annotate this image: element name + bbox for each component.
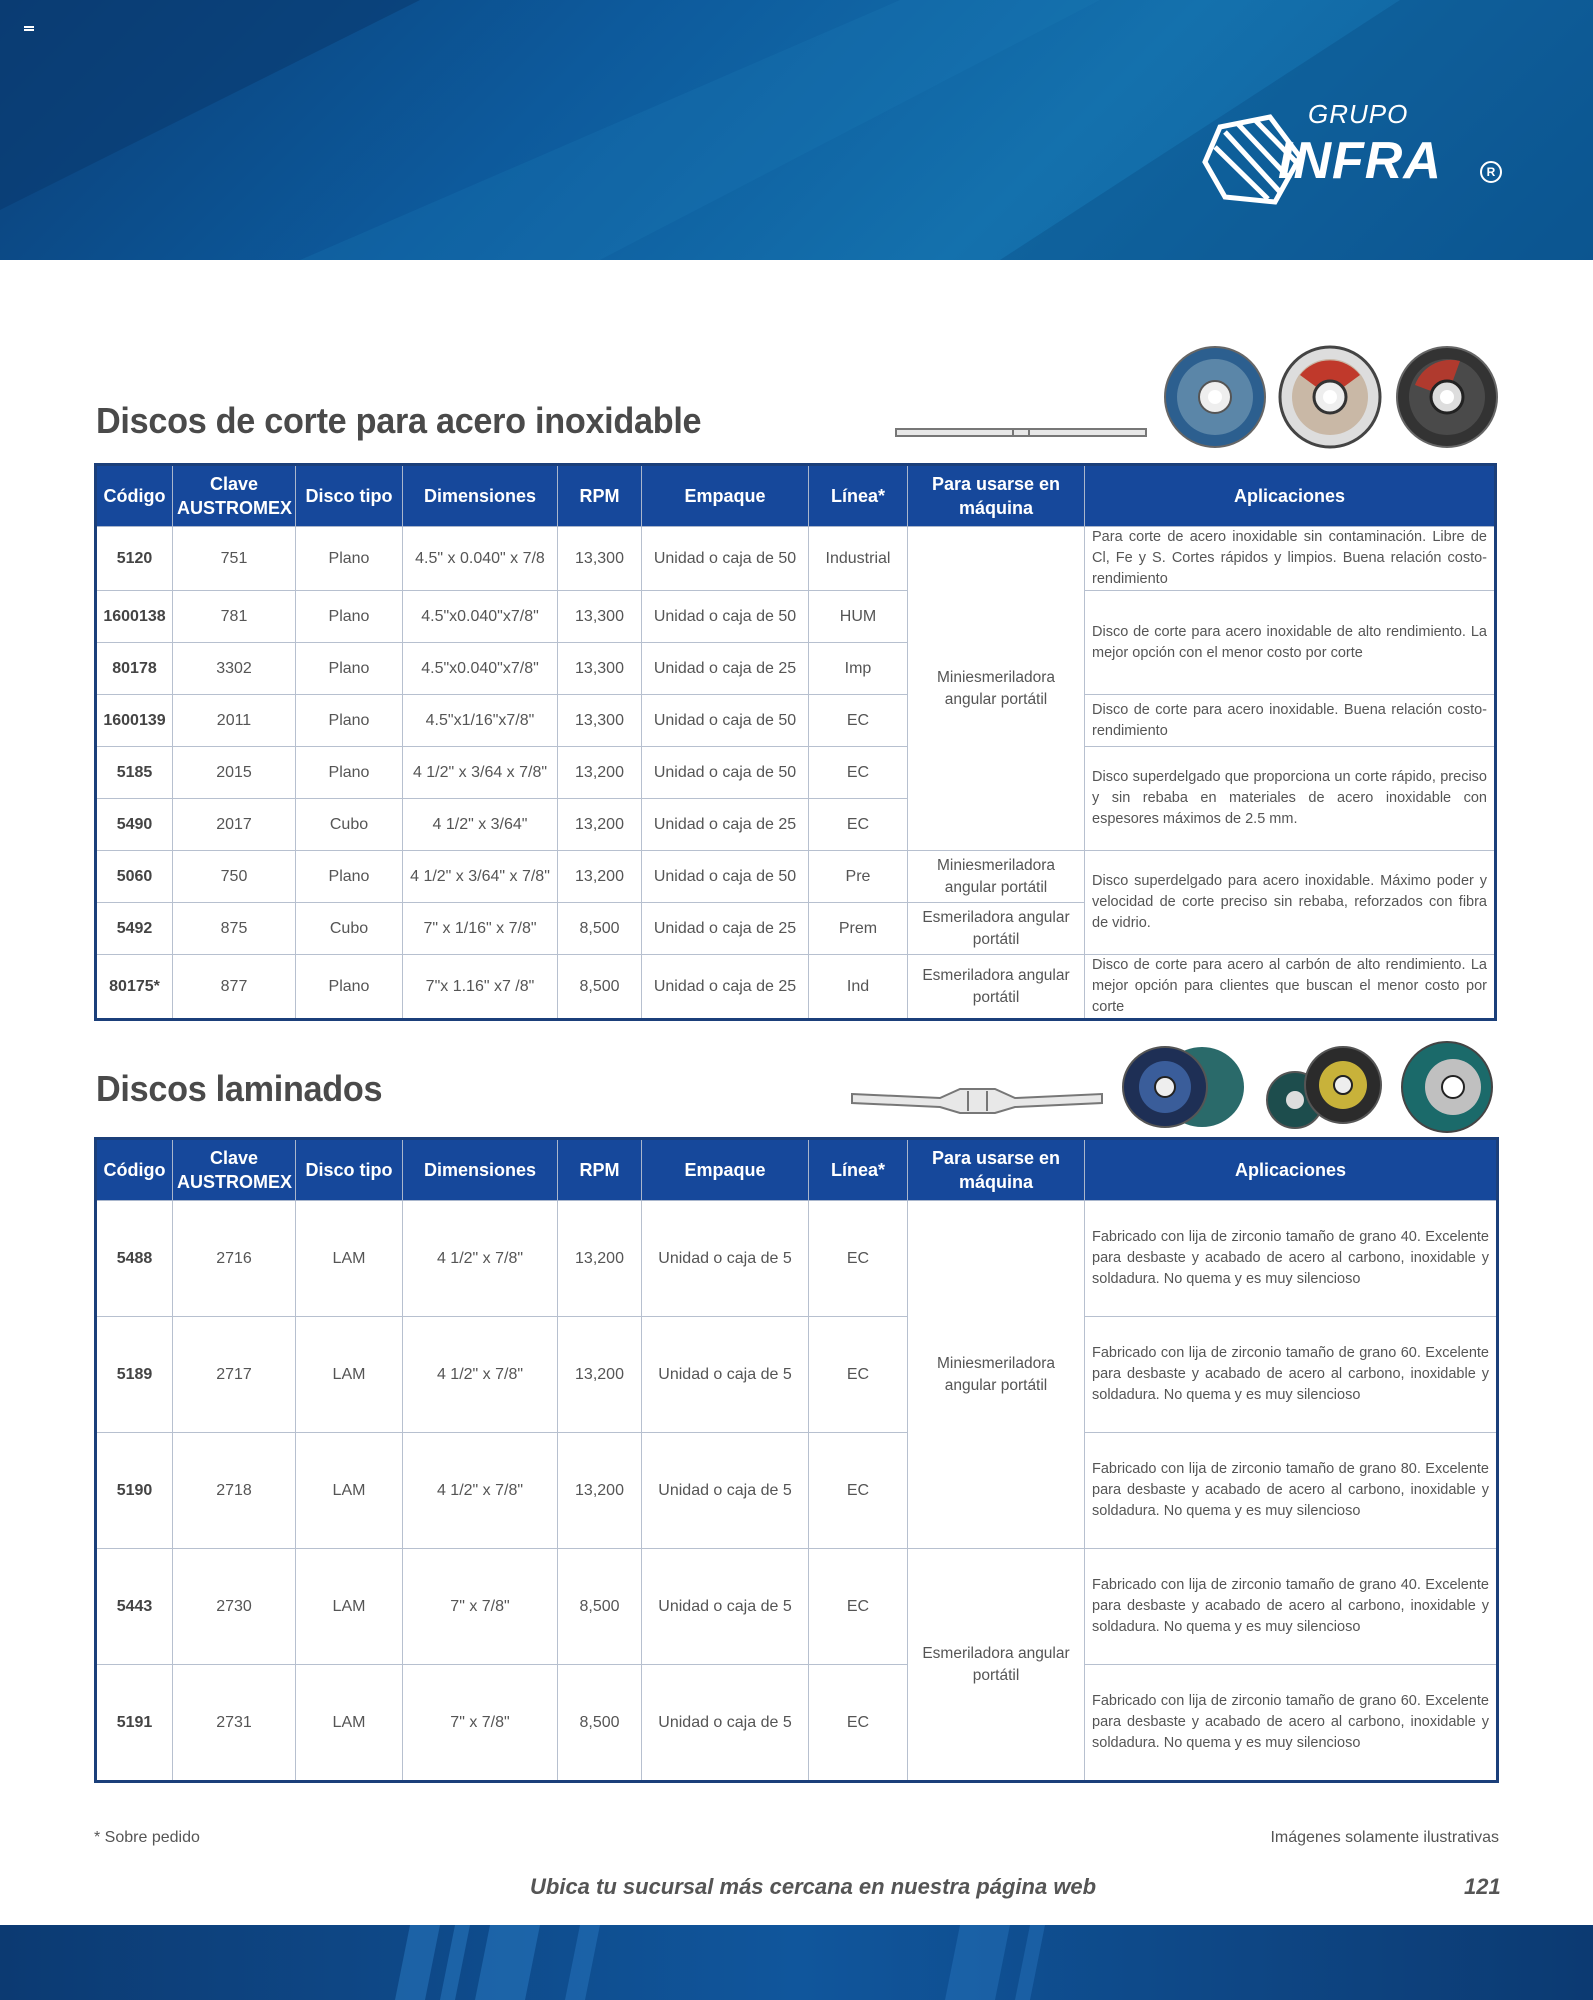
cell-codigo: 5189 [96, 1317, 173, 1433]
cell-rpm: 8,500 [558, 1549, 642, 1665]
cell-dimensiones: 4 1/2" x 7/8" [403, 1317, 558, 1433]
cell-clave: 2015 [173, 747, 296, 799]
cell-empaque: Unidad o caja de 50 [642, 527, 809, 591]
logo-infra-text: INFRA [1278, 132, 1442, 190]
cutting-disc-3-icon [1397, 347, 1497, 447]
cell-codigo: 5060 [96, 851, 173, 903]
cell-aplicaciones: Fabricado con lija de zirconio tamaño de grano 80. Excelente para desbaste y acabado de acero al carbono, inoxidable y soldadura. No quema y es muy silencioso [1085, 1433, 1498, 1549]
cell-clave: 2717 [173, 1317, 296, 1433]
cell-linea: EC [809, 1549, 908, 1665]
cell-dimensiones: 7" x 7/8" [403, 1549, 558, 1665]
cell-empaque: Unidad o caja de 50 [642, 695, 809, 747]
cell-empaque: Unidad o caja de 5 [642, 1201, 809, 1317]
section2-title: Discos laminados [96, 1068, 383, 1109]
cell-clave: 751 [173, 527, 296, 591]
cell-empaque: Unidad o caja de 5 [642, 1665, 809, 1782]
cell-empaque: Unidad o caja de 50 [642, 591, 809, 643]
table-row [96, 527, 1496, 591]
grupo-infra-logo [1200, 95, 1510, 215]
cell-dimensiones: 7"x 1.16" x7 /8" [403, 955, 558, 1020]
table-header-row [96, 465, 1496, 527]
cell-empaque: Unidad o caja de 5 [642, 1317, 809, 1433]
table-row [96, 1317, 1498, 1433]
cell-rpm: 8,500 [558, 903, 642, 955]
cell-disco-tipo: LAM [296, 1665, 403, 1782]
registered-icon: R [1480, 161, 1502, 183]
cell-disco-tipo: Cubo [296, 799, 403, 851]
cell-codigo: 5120 [96, 527, 173, 591]
cell-dimensiones: 4 1/2" x 7/8" [403, 1433, 558, 1549]
cell-linea: Pre [809, 851, 908, 903]
cell-codigo: 5190 [96, 1433, 173, 1549]
cell-codigo: 5191 [96, 1665, 173, 1782]
cell-linea: Imp [809, 643, 908, 695]
cell-clave: 3302 [173, 643, 296, 695]
cell-aplicaciones: Disco superdelgado para acero inoxidable. Máximo poder y velocidad de corte preciso sin rebaba, reforzados con fibra de vidrio. [1085, 851, 1496, 955]
cell-disco-tipo: Plano [296, 851, 403, 903]
table-row [96, 851, 1496, 903]
flap-disc-2-icon [1267, 1047, 1381, 1128]
cell-dimensiones: 7" x 7/8" [403, 1665, 558, 1782]
cell-rpm: 13,300 [558, 527, 642, 591]
cell-clave: 750 [173, 851, 296, 903]
cell-clave: 2731 [173, 1665, 296, 1782]
table-row [96, 591, 1496, 643]
cell-linea: EC [809, 695, 908, 747]
page-number: 121 [1464, 1874, 1501, 1899]
col-header-empaque: Empaque [642, 1139, 809, 1201]
cell-maquina: Miniesmeriladora angular portátil [908, 1201, 1085, 1549]
cell-maquina: Esmeriladora angular portátil [908, 955, 1085, 1020]
cell-disco-tipo: Plano [296, 747, 403, 799]
cell-maquina: Miniesmeriladora angular portátil [908, 851, 1085, 903]
flap-disc-3-icon [1402, 1042, 1492, 1132]
cell-dimensiones: 4.5" x 0.040" x 7/8 [403, 527, 558, 591]
cell-rpm: 13,200 [558, 747, 642, 799]
cell-disco-tipo: LAM [296, 1201, 403, 1317]
cell-aplicaciones: Disco superdelgado que proporciona un corte rápido, preciso y sin rebaba en materiales de acero inoxidable con espesores máximos de 2.5 mm. [1085, 747, 1496, 851]
col-header-codigo: Código [96, 1139, 173, 1201]
cell-disco-tipo: Cubo [296, 903, 403, 955]
cell-disco-tipo: Plano [296, 643, 403, 695]
table-row [96, 747, 1496, 799]
cell-rpm: 8,500 [558, 1665, 642, 1782]
cell-dimensiones: 4 1/2" x 3/64" x 7/8" [403, 851, 558, 903]
cell-dimensiones: 4 1/2" x 3/64" [403, 799, 558, 851]
cell-dimensiones: 4 1/2" x 7/8" [403, 1201, 558, 1317]
cutting-disc-1-icon [1165, 347, 1265, 447]
col-header-rpm: RPM [558, 465, 642, 527]
cell-empaque: Unidad o caja de 5 [642, 1549, 809, 1665]
cell-empaque: Unidad o caja de 25 [642, 643, 809, 695]
cell-aplicaciones: Fabricado con lija de zirconio tamaño de grano 60. Excelente para desbaste y acabado de acero al carbono, inoxidable y soldadura. No quema y es muy silencioso [1085, 1317, 1498, 1433]
cell-empaque: Unidad o caja de 5 [642, 1433, 809, 1549]
cell-aplicaciones: Fabricado con lija de zirconio tamaño de grano 40. Excelente para desbaste y acabado de acero al carbono, inoxidable y soldadura. No quema y es muy silencioso [1085, 1549, 1498, 1665]
cell-dimensiones: 4.5"x0.040"x7/8" [403, 643, 558, 695]
cell-rpm: 13,200 [558, 1433, 642, 1549]
cell-disco-tipo: LAM [296, 1317, 403, 1433]
table-header-row [96, 1139, 1498, 1201]
cell-disco-tipo: Plano [296, 527, 403, 591]
cell-linea: EC [809, 747, 908, 799]
cell-disco-tipo: LAM [296, 1549, 403, 1665]
cell-codigo: 1600138 [96, 591, 173, 643]
cell-dimensiones: 4 1/2" x 3/64 x 7/8" [403, 747, 558, 799]
cell-codigo: 5488 [96, 1201, 173, 1317]
cutting-discs-photo [1160, 345, 1505, 450]
cell-clave: 2011 [173, 695, 296, 747]
menu-icon[interactable] [24, 26, 34, 33]
col-header-dimensiones: Dimensiones [403, 465, 558, 527]
cell-rpm: 13,200 [558, 1201, 642, 1317]
col-header-disco-tipo: Disco tipo [296, 1139, 403, 1201]
col-header-maquina: Para usarse en máquina [908, 465, 1085, 527]
table-row [96, 1549, 1498, 1665]
table-row [96, 1433, 1498, 1549]
cell-rpm: 13,200 [558, 851, 642, 903]
cell-clave: 877 [173, 955, 296, 1020]
col-header-clave: Clave AUSTROMEX [173, 1139, 296, 1201]
logo-grupo-text: GRUPO [1308, 99, 1409, 129]
illustrative-note: Imágenes solamente ilustrativas [1270, 1829, 1499, 1846]
cell-aplicaciones: Fabricado con lija de zirconio tamaño de grano 60. Excelente para desbaste y acabado de acero al carbono, inoxidable y soldadura. No quema y es muy silencioso [1085, 1665, 1498, 1782]
cell-aplicaciones: Disco de corte para acero al carbón de alto rendimiento. La mejor opción para clientes que buscan el menor costo por corte [1085, 955, 1496, 1020]
cell-disco-tipo: Plano [296, 955, 403, 1020]
cell-linea: EC [809, 1317, 908, 1433]
cell-codigo: 5185 [96, 747, 173, 799]
col-header-linea: Línea* [809, 465, 908, 527]
cell-codigo: 1600139 [96, 695, 173, 747]
cell-empaque: Unidad o caja de 50 [642, 747, 809, 799]
cell-codigo: 80178 [96, 643, 173, 695]
cell-codigo: 80175* [96, 955, 173, 1020]
cell-linea: Prem [809, 903, 908, 955]
cell-codigo: 5443 [96, 1549, 173, 1665]
cell-empaque: Unidad o caja de 25 [642, 903, 809, 955]
cell-linea: EC [809, 1201, 908, 1317]
col-header-aplicaciones: Aplicaciones [1085, 465, 1496, 527]
col-header-clave: Clave AUSTROMEX [173, 465, 296, 527]
col-header-disco-tipo: Disco tipo [296, 465, 403, 527]
cell-codigo: 5492 [96, 903, 173, 955]
cell-clave: 2718 [173, 1433, 296, 1549]
col-header-dimensiones: Dimensiones [403, 1139, 558, 1201]
cell-dimensiones: 7" x 1/16" x 7/8" [403, 903, 558, 955]
flap-disc-1-icon [1123, 1047, 1244, 1127]
col-header-codigo: Código [96, 465, 173, 527]
col-header-maquina: Para usarse en máquina [908, 1139, 1085, 1201]
cell-clave: 2716 [173, 1201, 296, 1317]
cell-disco-tipo: Plano [296, 695, 403, 747]
col-header-linea: Línea* [809, 1139, 908, 1201]
table-row [96, 695, 1496, 747]
cutting-disc-2-icon [1280, 347, 1380, 447]
cell-rpm: 13,300 [558, 591, 642, 643]
cell-clave: 2017 [173, 799, 296, 851]
cell-clave: 875 [173, 903, 296, 955]
flap-discs-table [94, 1137, 1499, 1783]
cell-aplicaciones: Fabricado con lija de zirconio tamaño de grano 40. Excelente para desbaste y acabado de acero al carbono, inoxidable y soldadura. No quema y es muy silencioso [1085, 1201, 1498, 1317]
cell-dimensiones: 4.5"x0.040"x7/8" [403, 591, 558, 643]
cell-aplicaciones: Disco de corte para acero inoxidable de alto rendimiento. La mejor opción con el menor costo por corte [1085, 591, 1496, 695]
cell-clave: 2730 [173, 1549, 296, 1665]
footnote-sobre-pedido: * Sobre pedido [94, 1829, 200, 1846]
cell-aplicaciones: Disco de corte para acero inoxidable. Buena relación costo-rendimiento [1085, 695, 1496, 747]
cell-rpm: 13,300 [558, 643, 642, 695]
cell-rpm: 8,500 [558, 955, 642, 1020]
flap-discs-photo [1120, 1040, 1505, 1135]
cell-linea: Industrial [809, 527, 908, 591]
footer-stripes-decoration [0, 1925, 1593, 2000]
cell-rpm: 13,300 [558, 695, 642, 747]
cell-linea: EC [809, 1665, 908, 1782]
col-header-empaque: Empaque [642, 465, 809, 527]
page-header [0, 0, 1593, 260]
cell-linea: Ind [809, 955, 908, 1020]
footer-slogan: Ubica tu sucursal más cercana en nuestra página web [530, 1874, 1097, 1899]
col-header-rpm: RPM [558, 1139, 642, 1201]
cell-disco-tipo: LAM [296, 1433, 403, 1549]
table-row [96, 955, 1496, 1020]
cell-disco-tipo: Plano [296, 591, 403, 643]
cell-linea: EC [809, 1433, 908, 1549]
cell-aplicaciones: Para corte de acero inoxidable sin contaminación. Libre de Cl, Fe y S. Cortes rápidos y limpios. Buena relación costo-rendimiento [1085, 527, 1496, 591]
cell-linea: HUM [809, 591, 908, 643]
cutting-disc-profile-illustration [895, 425, 1150, 441]
cell-clave: 781 [173, 591, 296, 643]
cell-empaque: Unidad o caja de 25 [642, 799, 809, 851]
cell-maquina: Esmeriladora angular portátil [908, 903, 1085, 955]
cell-linea: EC [809, 799, 908, 851]
section1-title: Discos de corte para acero inoxidable [96, 400, 702, 441]
page-footer-band [0, 1925, 1593, 2000]
cell-maquina: Miniesmeriladora angular portátil [908, 527, 1085, 851]
cell-rpm: 13,200 [558, 1317, 642, 1433]
cutting-discs-table [94, 463, 1497, 1021]
table-row [96, 1201, 1498, 1317]
cell-empaque: Unidad o caja de 25 [642, 955, 809, 1020]
cell-maquina: Esmeriladora angular portátil [908, 1549, 1085, 1782]
cell-empaque: Unidad o caja de 50 [642, 851, 809, 903]
col-header-aplicaciones: Aplicaciones [1085, 1139, 1498, 1201]
flap-disc-profile-illustration [850, 1085, 1105, 1117]
cell-codigo: 5490 [96, 799, 173, 851]
table-row [96, 1665, 1498, 1782]
cell-rpm: 13,200 [558, 799, 642, 851]
cell-dimensiones: 4.5"x1/16"x7/8" [403, 695, 558, 747]
